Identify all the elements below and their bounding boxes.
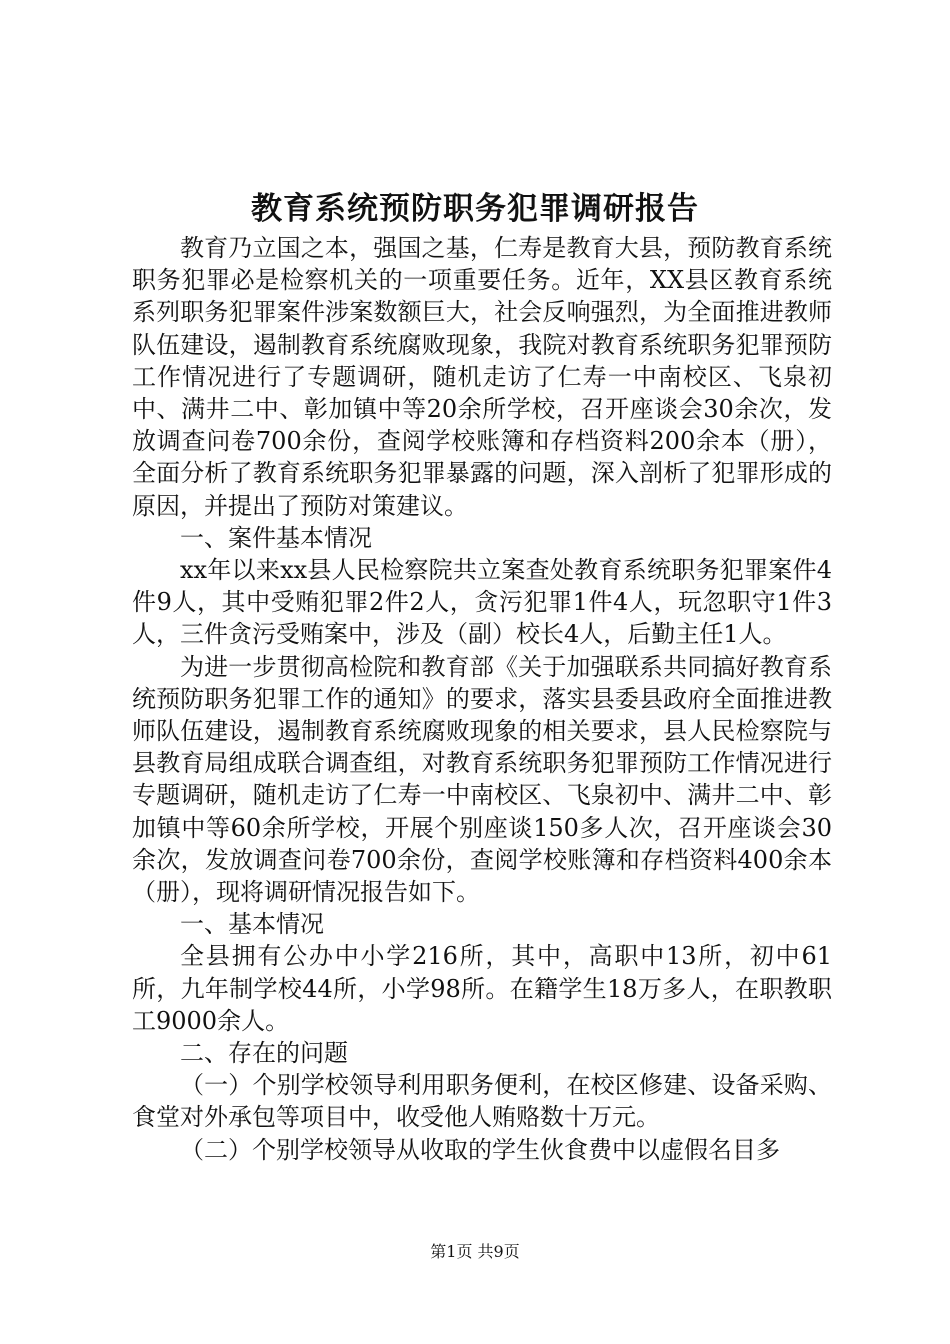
paragraph-basic: 全县拥有公办中小学216所，其中，高职中13所，初中61所，九年制学校44所，小学98所。在籍学生18万多人，在职教职工9000余人。	[132, 942, 832, 1035]
paragraph-investigation: 为进一步贯彻高检院和教育部《关于加强联系共同搞好教育系统预防职务犯罪工作的通知》的要求，落实县委县政府全面推进教师队伍建设，遏制教育系统腐败现象的相关要求，县人民检察院与县教育局组成联合调查组，对教育系统职务犯罪预防工作情况进行专题调研，随机走访了仁寿一中南校区、飞泉初中、满井二中、彰加镇中等60余所学校，开展个别座谈150多人次，召开座谈会30余次，发放调查问卷700余份，查阅学校账簿和存档资料400余本（册），现将调研情况报告如下。	[132, 652, 832, 907]
paragraph-problem-2: （二）个别学校领导从收取的学生伙食费中以虚假名目多	[180, 1135, 780, 1164]
paragraph-cases: xx年以来xx县人民检察院共立案查处教育系统职务犯罪案件4件9人，其中受贿犯罪2件2人，贪污犯罪1件4人，玩忽职守1件3人，三件贪污受贿案中，涉及（副）校长4人，后勤主任1人。	[132, 556, 832, 649]
document-body	[132, 232, 832, 1166]
section-heading-cases: 一、案件基本情况	[180, 523, 372, 552]
paragraph-problem-1: （一）个别学校领导利用职务便利，在校区修建、设备采购、食堂对外承包等项目中，收受他人贿赂数十万元。	[132, 1071, 832, 1132]
section-heading-problems: 二、存在的问题	[180, 1039, 348, 1068]
page-indicator: 第1页 共9页	[430, 1242, 520, 1261]
document-title: 教育系统预防职务犯罪调研报告	[251, 191, 699, 227]
section-heading-basic: 一、基本情况	[180, 910, 324, 939]
paragraph-intro: 教育乃立国之本，强国之基，仁寿是教育大县，预防教育系统职务犯罪必是检察机关的一项重要任务。近年，XX县区教育系统系列职务犯罪案件涉案数额巨大，社会反响强烈，为全面推进教师队伍建设，遏制教育系统腐败现象，我院对教育系统职务犯罪预防工作情况进行了专题调研，随机走访了仁寿一中南校区、飞泉初中、满井二中、彰加镇中等20余所学校，召开座谈会30余次，发放调查问卷700余份，查阅学校账簿和存档资料200余本（册），全面分析了教育系统职务犯罪暴露的问题，深入剖析了犯罪形成的原因，并提出了预防对策建议。	[132, 234, 832, 520]
